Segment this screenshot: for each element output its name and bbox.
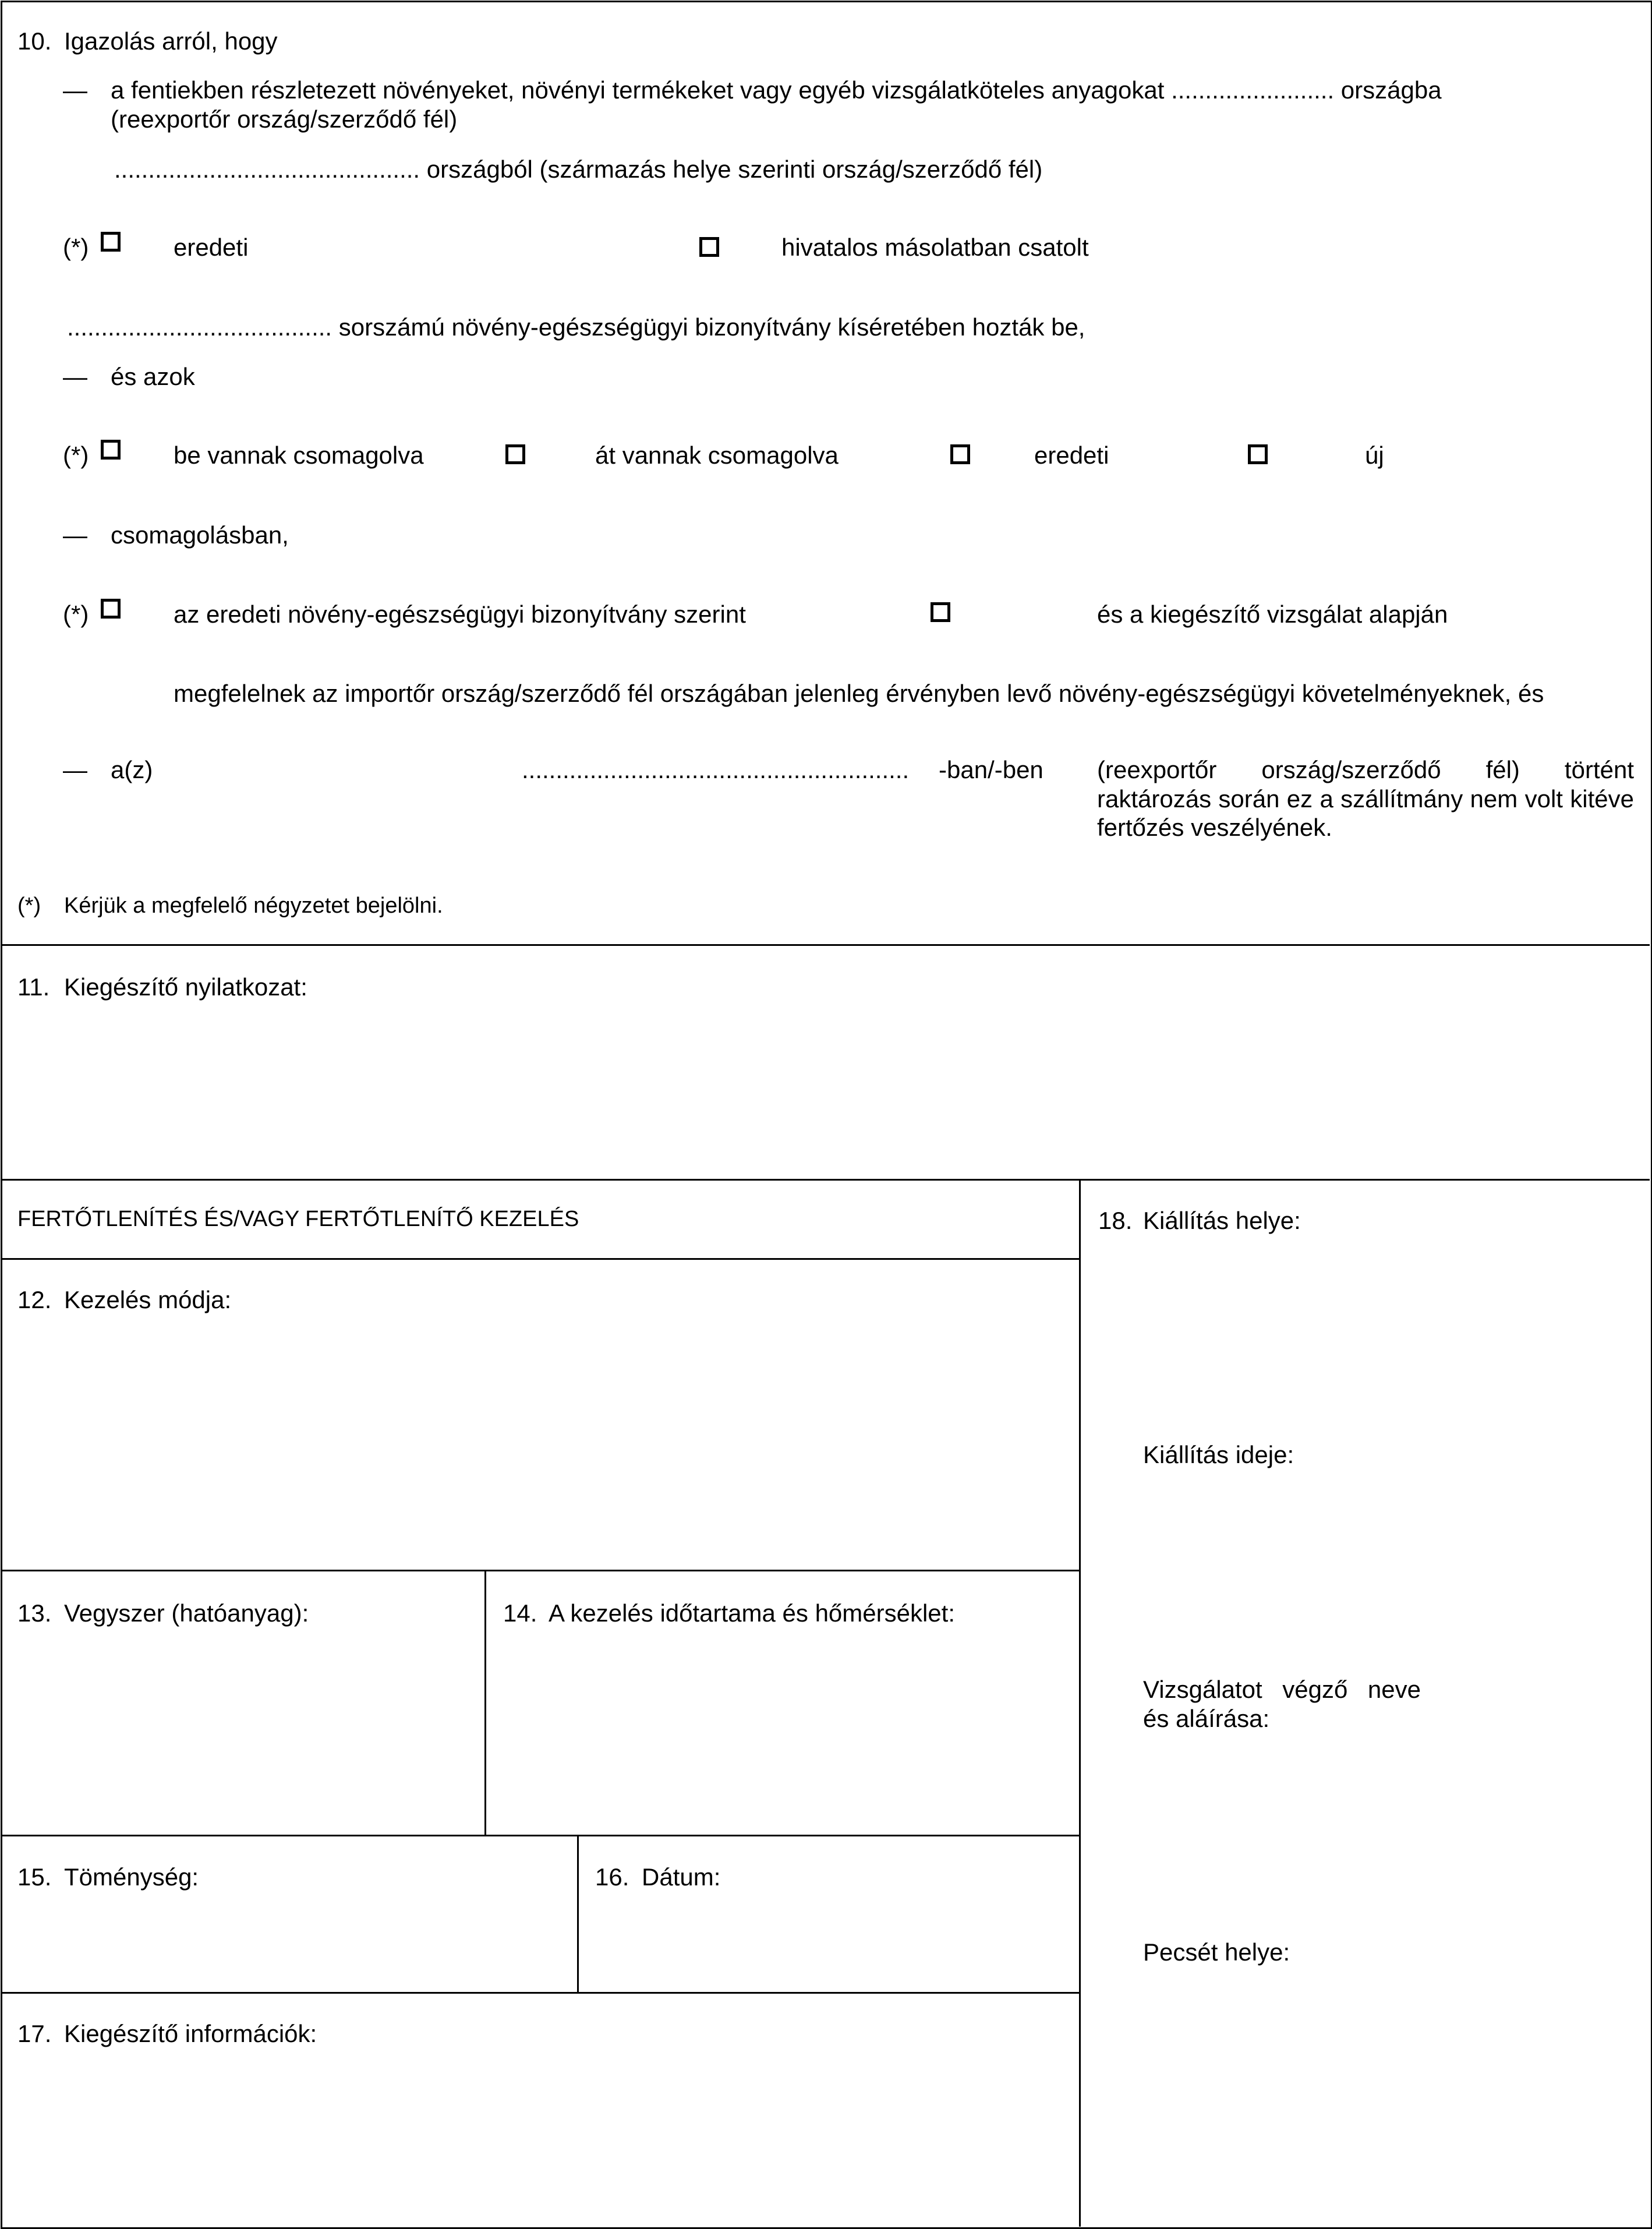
field-17-label: Kiegészítő információk:: [64, 2020, 317, 2047]
section-11-number: 11.: [17, 973, 50, 1001]
field-14-label: A kezelés időtartama és hőmérséklet:: [549, 1599, 956, 1627]
footnote-text: Kérjük a megfelelő négyzetet bejelölni.: [64, 893, 443, 918]
divider: [1, 1179, 1650, 1181]
field-16-number: 16.: [595, 1863, 629, 1891]
conformity-statement: megfelelnek az importőr ország/szerződő fél országában jelenleg érvényben levő növény-egészségügyi követelményeknek, és: [174, 680, 1544, 707]
field-17-number: 17.: [17, 2020, 52, 2047]
and-they-label: és azok: [111, 363, 195, 390]
checkbox-official-copy[interactable]: [699, 237, 719, 257]
asterisk-mark: (*): [63, 234, 89, 261]
option-original-label: eredeti: [174, 234, 249, 261]
inspector-word-1: Vizsgálatot: [1143, 1676, 1262, 1703]
checkbox-basis-original[interactable]: [101, 599, 121, 619]
field-16-label: Dátum:: [642, 1863, 721, 1891]
storage-suffix: -ban/-ben: [939, 756, 1043, 783]
section-10-number: 10.: [17, 27, 52, 55]
inspector-word-2: végző: [1282, 1676, 1348, 1703]
dash: —: [63, 363, 87, 390]
column-divider: [1079, 1179, 1081, 2227]
checkbox-original[interactable]: [101, 232, 121, 252]
footnote-mark: (*): [17, 893, 41, 918]
inspector-label-line2: és aláírása:: [1143, 1704, 1270, 1732]
inspector-label-line1: [1143, 1675, 1421, 1704]
issue-place-label: Kiállítás helye:: [1143, 1207, 1301, 1234]
asterisk-mark: (*): [63, 441, 89, 469]
checkbox-basis-additional[interactable]: [931, 602, 950, 622]
field-13-label: Vegyszer (hatóanyag):: [64, 1599, 309, 1627]
divider: [1, 1570, 1080, 1571]
packed-label: be vannak csomagolva: [174, 441, 424, 469]
divider: [1, 1835, 1080, 1836]
section-11-label: Kiegészítő nyilatkozat:: [64, 973, 307, 1001]
option-official-copy-label: hivatalos másolatban csatolt: [781, 234, 1089, 261]
dash: —: [63, 756, 87, 783]
stamp-place-label: Pecsét helye:: [1143, 1938, 1290, 1966]
divider: [1, 944, 1650, 946]
divider: [1, 1258, 1080, 1260]
basis-original-label: az eredeti növény-egészségügyi bizonyítvány szerint: [174, 600, 746, 628]
basis-additional-label: és a kiegészítő vizsgálat alapján: [1097, 600, 1448, 628]
pack-new-label: új: [1365, 441, 1384, 469]
issue-date-label: Kiállítás ideje:: [1143, 1441, 1294, 1468]
field-18-number: 18.: [1098, 1207, 1133, 1234]
field-15-label: Töménység:: [64, 1863, 199, 1891]
column-divider: [577, 1835, 579, 1992]
inspector-label: [1143, 1675, 1421, 1733]
asterisk-mark: (*): [63, 600, 89, 628]
checkbox-repacked[interactable]: [505, 444, 525, 464]
treatment-header: FERTŐTLENÍTÉS ÉS/VAGY FERTŐTLENÍTŐ KEZELÉS: [17, 1207, 579, 1231]
column-divider: [484, 1570, 486, 1835]
checkbox-packed[interactable]: [101, 440, 121, 460]
pack-original-label: eredeti: [1034, 441, 1109, 469]
field-12-number: 12.: [17, 1286, 52, 1313]
checkbox-pack-original[interactable]: [950, 444, 970, 464]
dash: —: [63, 76, 87, 104]
origin-country-line: ............................................. országból (származás helye szerinti ország/szerződő fél): [114, 156, 1043, 183]
field-13-number: 13.: [17, 1599, 52, 1627]
field-14-number: 14.: [503, 1599, 537, 1627]
origin-line-continued: (reexportőr ország/szerződő fél): [111, 105, 458, 133]
inspector-word-3: neve: [1367, 1676, 1421, 1703]
repacked-label: át vannak csomagolva: [595, 441, 839, 469]
section-10-title: Igazolás arról, hogy: [64, 27, 278, 55]
in-packaging-label: csomagolásban,: [111, 521, 289, 549]
az-label: a(z): [111, 756, 153, 783]
divider: [1, 1992, 1080, 1994]
field-15-number: 15.: [17, 1863, 52, 1891]
certificate-number-line: ....................................... sorszámú növény-egészségügyi bizonyítvány kíséretében hozták be,: [67, 313, 1085, 341]
storage-place-dots: .........................................................: [522, 756, 910, 783]
storage-statement: (reexportőr ország/szerződő fél) történt raktározás során ez a szállítmány nem volt kitéve fertőzés veszélyének.: [1097, 756, 1634, 842]
field-12-label: Kezelés módja:: [64, 1286, 232, 1313]
checkbox-pack-new[interactable]: [1248, 444, 1268, 464]
dash: —: [63, 521, 87, 549]
origin-line: a fentiekben részletezett növényeket, növényi termékeket vagy egyéb vizsgálatköteles anyagokat ........................ országba: [111, 76, 1442, 104]
